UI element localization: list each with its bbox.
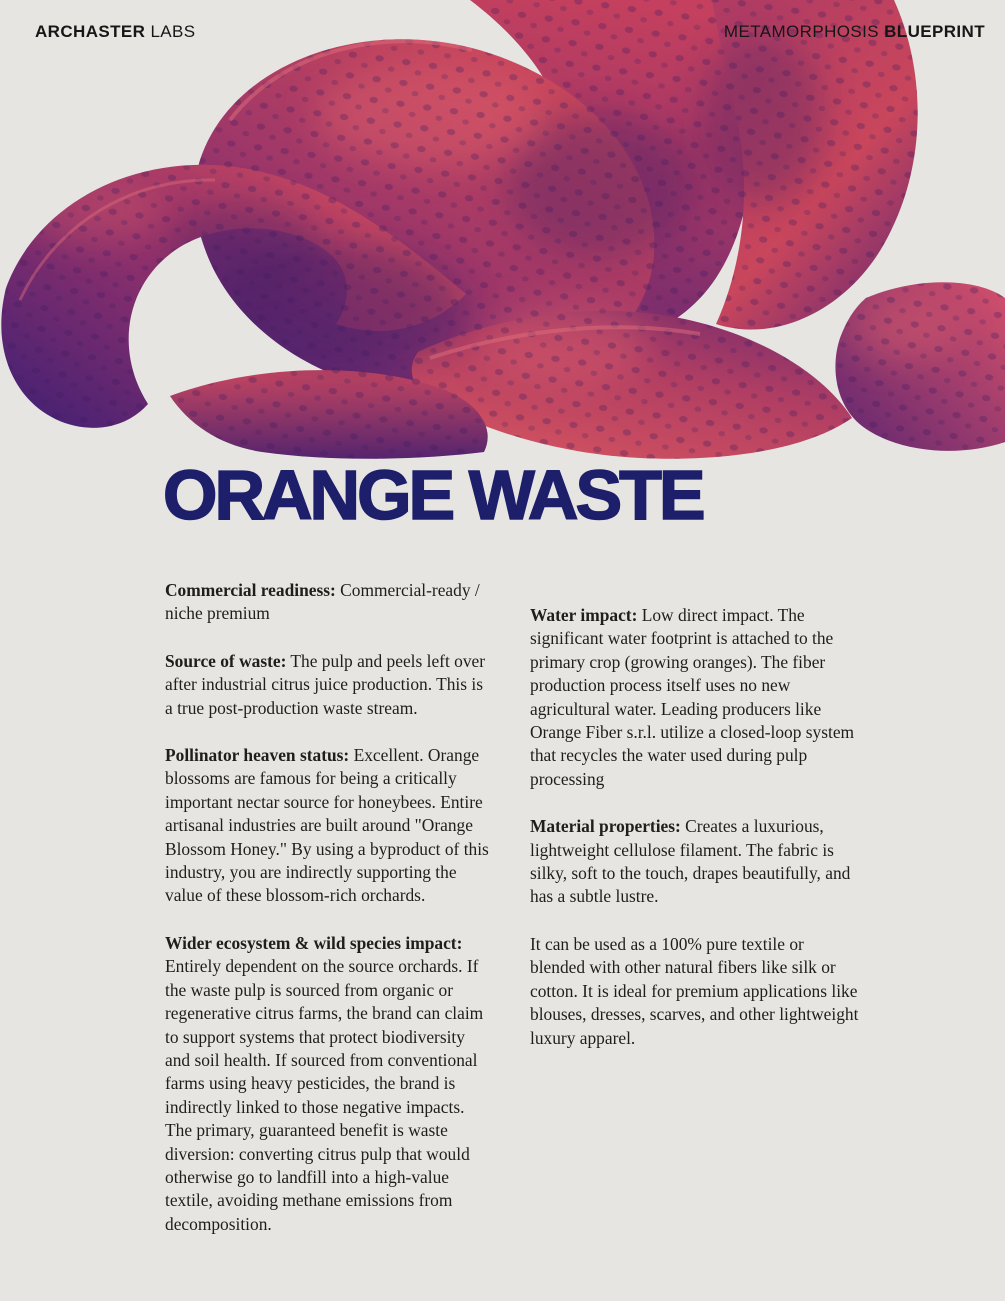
- brand-left-regular: LABS: [145, 22, 196, 41]
- paragraph-text: Creates a luxurious, lightweight cellulose filament. The fabric is silky, soft to the touch, drapes beautifully, and has a subtle lustre.: [530, 816, 851, 907]
- paragraph-commercial-readiness: [165, 579, 493, 626]
- page-title: ORANGE WASTE: [163, 456, 703, 534]
- brand-right: [724, 22, 985, 42]
- paragraph-text: The pulp and peels left over after industrial citrus juice production. This is a true post-production waste stream.: [165, 650, 486, 718]
- brand-left: [35, 22, 196, 42]
- paragraph-pollinator-status: [165, 744, 493, 908]
- text-column-left: [165, 579, 493, 1260]
- paragraph-text: Low direct impact. The significant water footprint is attached to the primary crop (growing oranges). The fiber production process itself uses no new agricultural water. Leading producers like Orange Fiber s.r.l. utilize a closed-loop system that recycles the water used during pulp processing: [530, 605, 855, 789]
- paragraph-material-properties: [530, 815, 861, 909]
- paragraph-text: It can be used as a 100% pure textile or blended with other natural fibers like silk or cotton. It is ideal for premium applications like blouses, dresses, scarves, and other lightweight luxury apparel.: [530, 933, 859, 1048]
- paragraph-ecosystem-impact: [165, 932, 493, 1236]
- paragraph-label: Source of waste:: [165, 650, 287, 671]
- paragraph-label: Wider ecosystem & wild species impact:: [165, 932, 463, 953]
- paragraph-text: Entirely dependent on the source orchards. If the waste pulp is sourced from organic or regenerative citrus farms, the brand can claim to support systems that protect biodiversity and soil health. If sourced from conventional farms using heavy pesticides, the brand is indirectly linked to those negative impacts. The primary, guaranteed benefit is waste diversion: converting citrus pulp that would otherwise go to landfill into a high-value textile, avoiding methane emissions from decomposition.: [165, 956, 484, 1234]
- brand-left-bold: ARCHASTER: [35, 22, 146, 41]
- paragraph-text: Excellent. Orange blossoms are famous for being a critically important nectar source for honeybees. Entire artisanal industries are built around "Orange Blossom Honey." By using a byproduct of this industry, you are indirectly supporting the value of these blossom-rich orchards.: [165, 745, 489, 906]
- paragraph-text: Commercial-ready / niche premium: [165, 580, 480, 624]
- paragraph-applications: [530, 933, 861, 1050]
- brand-right-bold: BLUEPRINT: [884, 22, 985, 41]
- text-column-right: [530, 604, 861, 1074]
- brand-right-regular: METAMORPHOSIS: [723, 22, 885, 41]
- paragraph-label: Commercial readiness:: [165, 580, 336, 600]
- paragraph-source-of-waste: [165, 650, 493, 720]
- paragraph-label: Water impact:: [530, 605, 638, 625]
- paragraph-water-impact: [530, 604, 861, 791]
- paragraph-label: Pollinator heaven status:: [165, 745, 350, 766]
- paragraph-label: Material properties:: [530, 816, 681, 837]
- masthead: [35, 22, 985, 42]
- peel-shading: [0, 0, 1005, 462]
- orange-peels-image: [0, 0, 1005, 462]
